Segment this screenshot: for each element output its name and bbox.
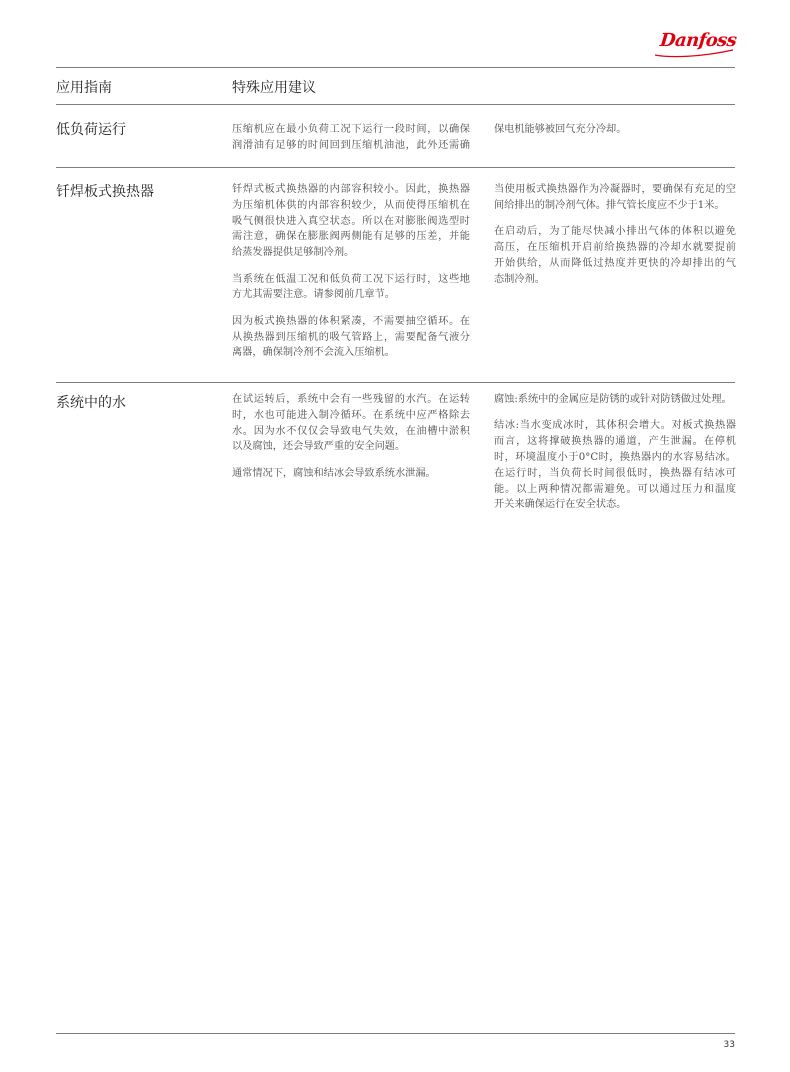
text-line: 在运行时，当负荷长时间很低时，换热器有结冰可 [494,467,736,479]
text-line: 腐蚀:系统中的金属应是防锈的或针对防锈做过处理。 [494,394,732,405]
page-number: 33 [723,1040,735,1050]
paragraph [494,122,736,138]
text-line: 需注意，确保在膨胀阀两侧能有足够的压差，并能 [232,231,470,243]
section-title: 钎焊板式换热器 [56,184,154,200]
paragraph [494,182,736,214]
paragraph [494,392,736,408]
text-line: 当系统在低温工况和低负荷工况下运行时，这些地 [232,273,470,285]
text-line: 润滑油有足够的时间回到压缩机油池，此外还需确 [232,139,470,151]
text-line: 开始供给，从而降低过热度并更快的冷却排出的气 [494,257,736,269]
section-text-column-left [232,182,470,372]
header-top-rule [56,67,735,68]
text-line: 通常情况下，腐蚀和结冰会导致系统水泄漏。 [232,467,436,479]
text-line: 以及腐蚀，还会导致严重的安全问题。 [232,441,406,453]
text-line: 钎焊式板式换热器的内部容积较小。因此，换热器 [232,184,470,195]
footer-rule [56,1033,735,1034]
text-line: 在启动后，为了能尽快减小排出气体的体积以避免 [494,226,736,238]
paragraph [232,392,470,455]
text-line: 因为板式换热器的体积紧凑，不需要抽空循环。在 [232,315,470,327]
text-line: 当使用板式换热器作为冷凝器时，要确保有充足的空 [494,184,736,195]
section-text-column-right [494,122,736,148]
text-line: 离器，确保制冷剂不会流入压缩机。 [232,347,395,359]
section-text-column-right [494,392,736,524]
paragraph [494,224,736,287]
paragraph [494,418,736,513]
section-text-column-left [232,122,470,164]
text-line: 时，水也可能进入制冷循环。在系统中应严格除去 [232,409,470,421]
paragraph [232,466,470,482]
text-line: 从换热器到压缩机的吸气管路上，需要配备气液分 [232,331,470,343]
paragraph [232,182,470,261]
danfoss-logo [649,29,738,59]
text-line: 结冰:当水变成冰时，其体积会增大。对板式换热器 [494,420,736,432]
text-line: 能。以上两种情况都需避免。可以通过压力和温度 [494,483,736,495]
text-line: 保电机能够被回气充分冷却。 [494,124,627,135]
section-divider [56,167,735,168]
paragraph [232,272,470,304]
text-line: 间给排出的制冷剂气体。排气管长度应不少于1米。 [494,199,725,211]
section-divider [56,382,735,383]
column-header-recommendations: 特殊应用建议 [232,80,316,96]
text-line: 吸气侧很快进入真空状态。所以在对膨胀阀选型时 [232,215,470,227]
text-line: 开关来确保运行在安全状态。 [494,499,627,511]
header-bottom-rule [56,104,735,105]
text-line: 水。因为水不仅仅会导致电气失效，在油槽中淤积 [232,425,470,437]
text-line: 在试运转后，系统中会有一些残留的水汽。在运转 [232,394,470,405]
section-text-column-right [494,182,736,298]
section-title: 系统中的水 [56,395,126,411]
text-line: 为压缩机体供的内部容积较少，从而使得压缩机在 [232,199,470,211]
text-line: 压缩机应在最小负荷工况下运行一段时间，以确保 [232,124,470,135]
paragraph [232,314,470,361]
text-line: 高压，在压缩机开启前给换热器的冷却水就要提前 [494,241,736,253]
text-line: 时，环境温度小于0°C时，换热器内的水容易结冰。 [494,451,736,463]
text-line: 给蒸发器提供足够制冷剂。 [232,247,355,259]
section-text-column-left [232,392,470,492]
text-line: 而言，这将撑破换热器的通道，产生泄漏。在停机 [494,436,736,448]
danfoss-logo-text: Danfoss [658,30,738,51]
section-title: 低负荷运行 [56,122,126,138]
column-header-guide: 应用指南 [56,80,112,96]
text-line: 方尤其需要注意。请参阅前几章节。 [232,289,395,301]
text-line: 态制冷剂。 [494,273,545,285]
paragraph [232,122,470,154]
